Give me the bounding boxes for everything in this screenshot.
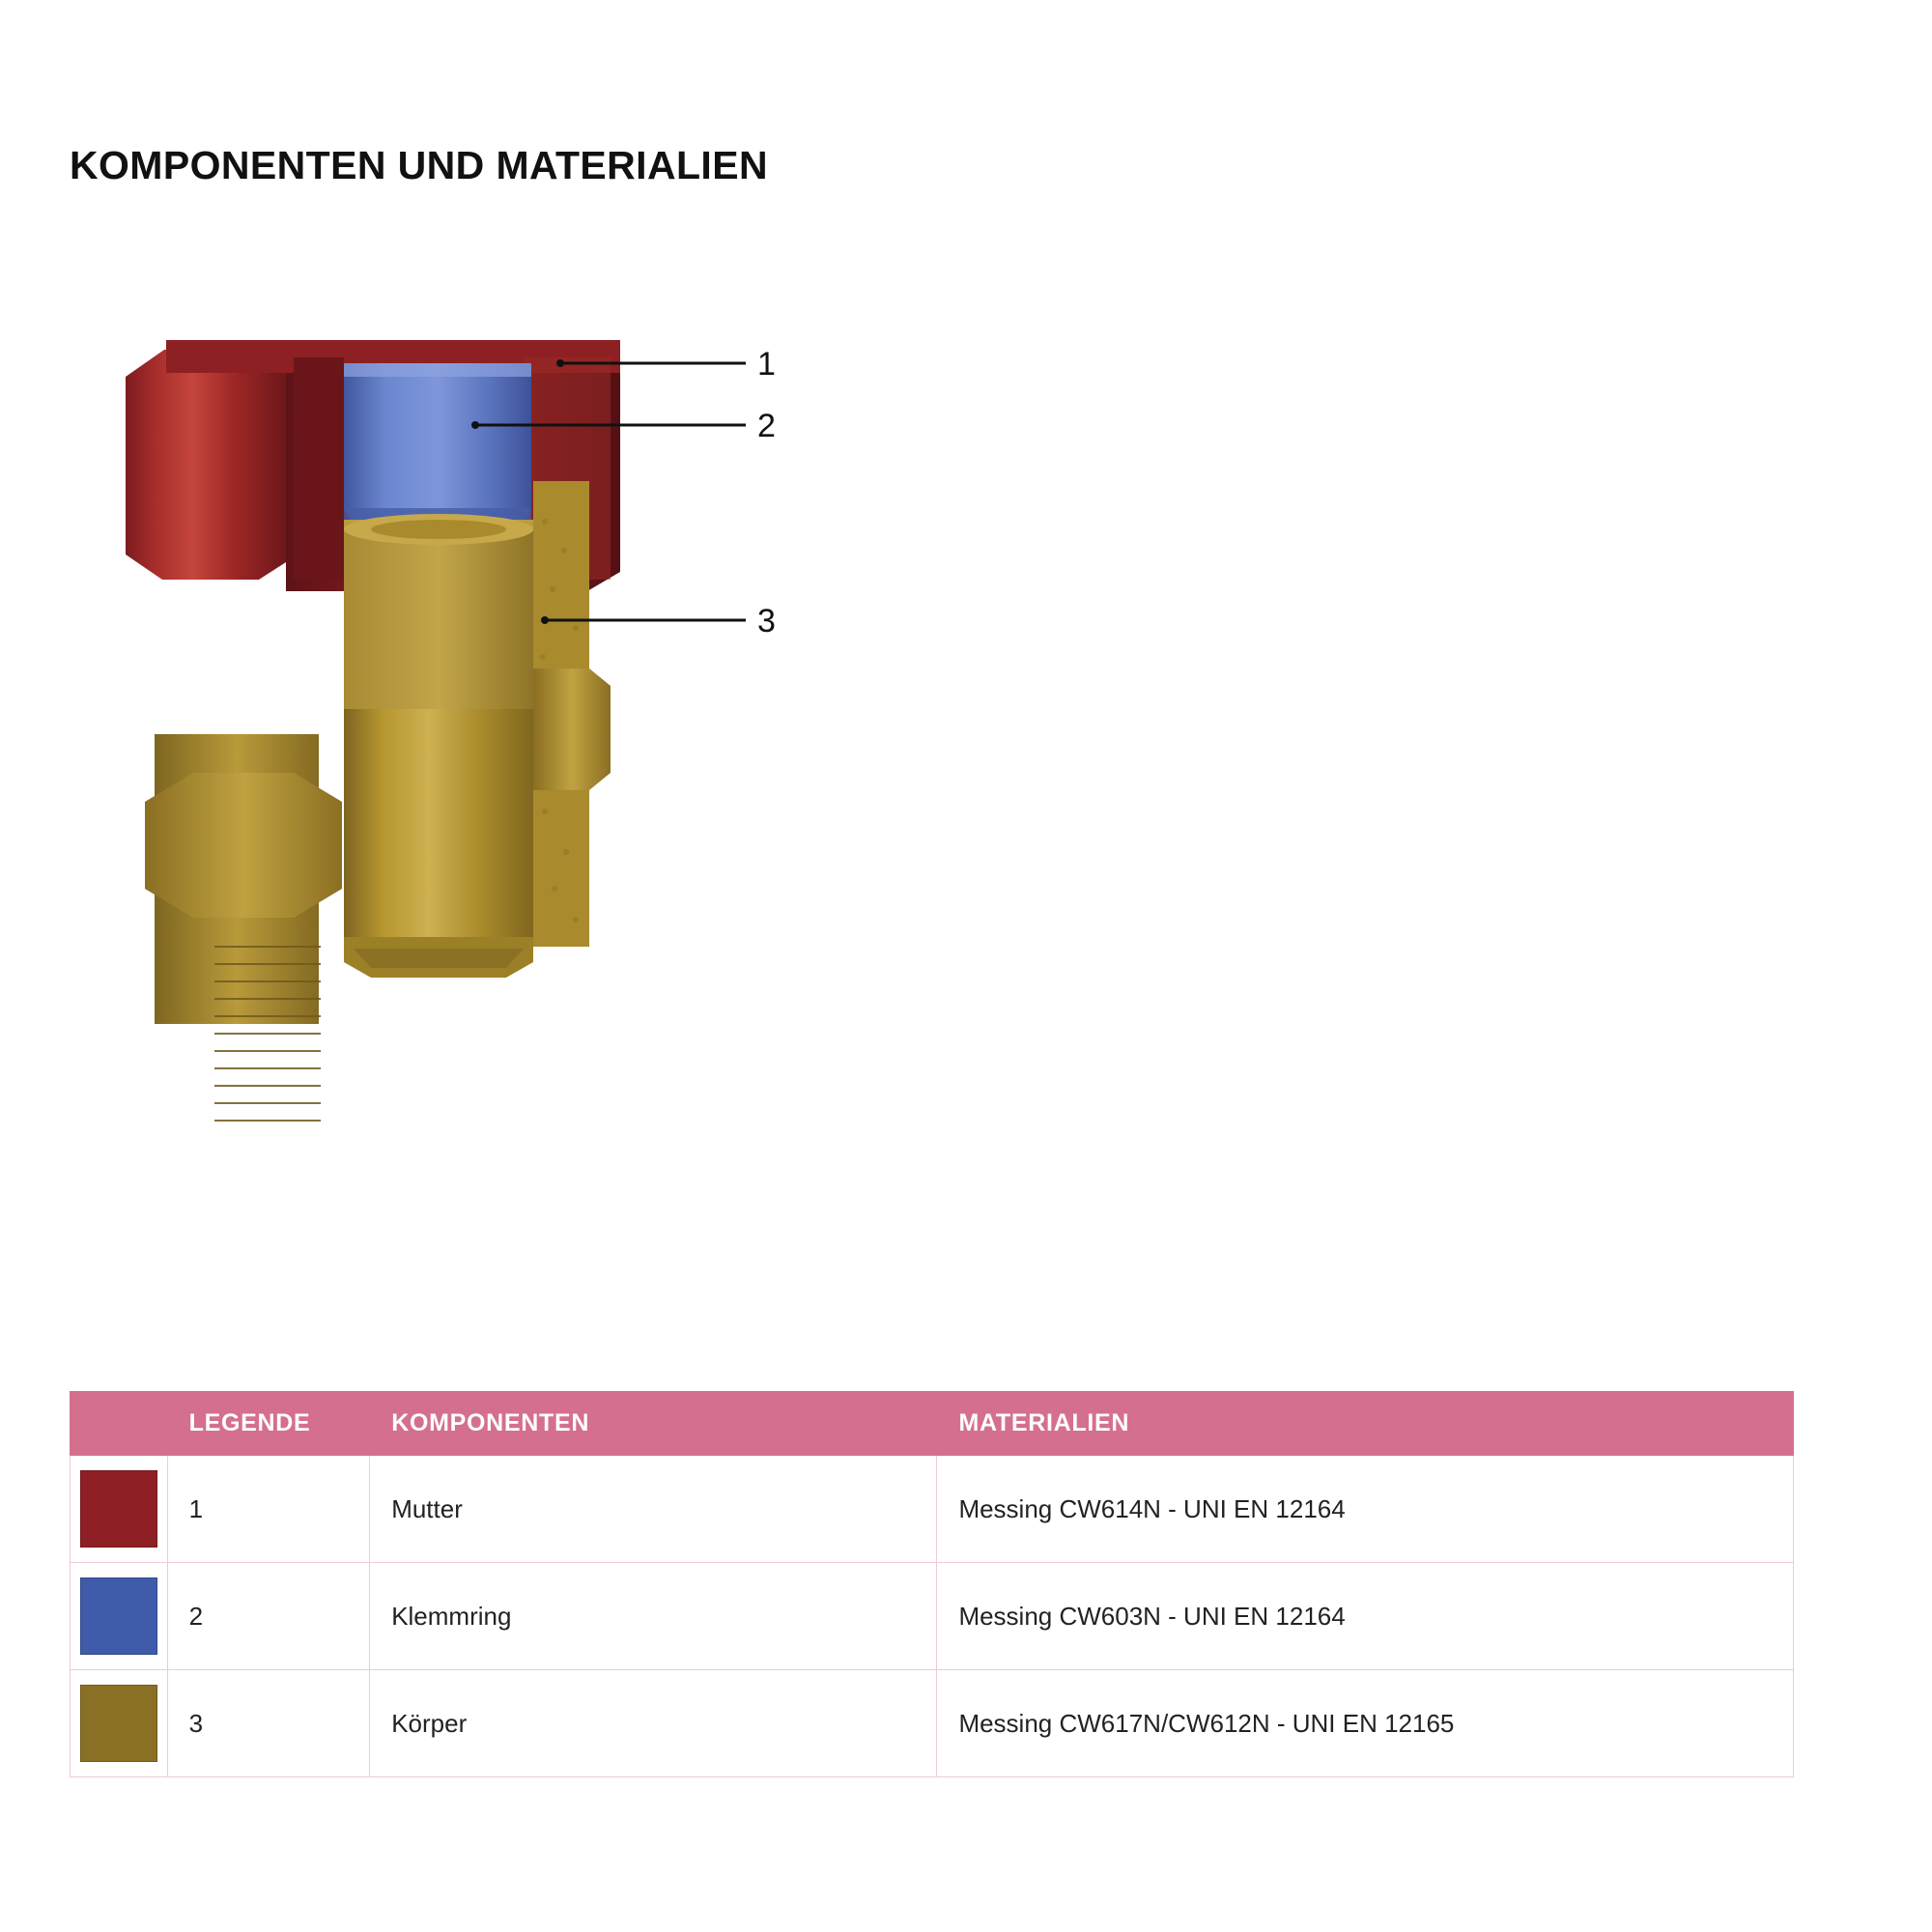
table-row <box>71 1456 1794 1563</box>
color-swatch-3 <box>80 1685 157 1762</box>
row-material: Messing CW614N - UNI EN 12164 <box>937 1456 1794 1563</box>
body-part <box>344 481 611 978</box>
row-number: 3 <box>167 1670 370 1777</box>
table-row <box>71 1563 1794 1670</box>
fitting-cutaway-diagram <box>70 319 1132 1285</box>
table-row <box>71 1670 1794 1777</box>
swatch-cell <box>71 1456 168 1563</box>
header-legend: LEGENDE <box>167 1392 370 1456</box>
clamping-ring-part <box>344 363 531 526</box>
swatch-cell <box>71 1670 168 1777</box>
header-swatch-spacer <box>71 1392 168 1456</box>
row-material: Messing CW603N - UNI EN 12164 <box>937 1563 1794 1670</box>
legend-table <box>70 1391 1794 1777</box>
body-lower-group <box>145 734 342 1151</box>
table-header-row <box>71 1392 1794 1456</box>
callout-label-3: 3 <box>757 603 776 639</box>
row-number: 1 <box>167 1456 370 1563</box>
header-components: KOMPONENTEN <box>370 1392 937 1456</box>
row-component: Klemmring <box>370 1563 937 1670</box>
callout-label-2: 2 <box>757 408 776 444</box>
header-materials: MATERIALIEN <box>937 1392 1794 1456</box>
page-title: KOMPONENTEN UND MATERIALIEN <box>70 143 768 187</box>
color-swatch-2 <box>80 1577 157 1655</box>
row-material: Messing CW617N/CW612N - UNI EN 12165 <box>937 1670 1794 1777</box>
row-component: Körper <box>370 1670 937 1777</box>
swatch-cell <box>71 1563 168 1670</box>
callout-label-1: 1 <box>757 346 776 383</box>
fitting-artwork <box>126 340 776 1151</box>
row-component: Mutter <box>370 1456 937 1563</box>
color-swatch-1 <box>80 1470 157 1548</box>
row-number: 2 <box>167 1563 370 1670</box>
